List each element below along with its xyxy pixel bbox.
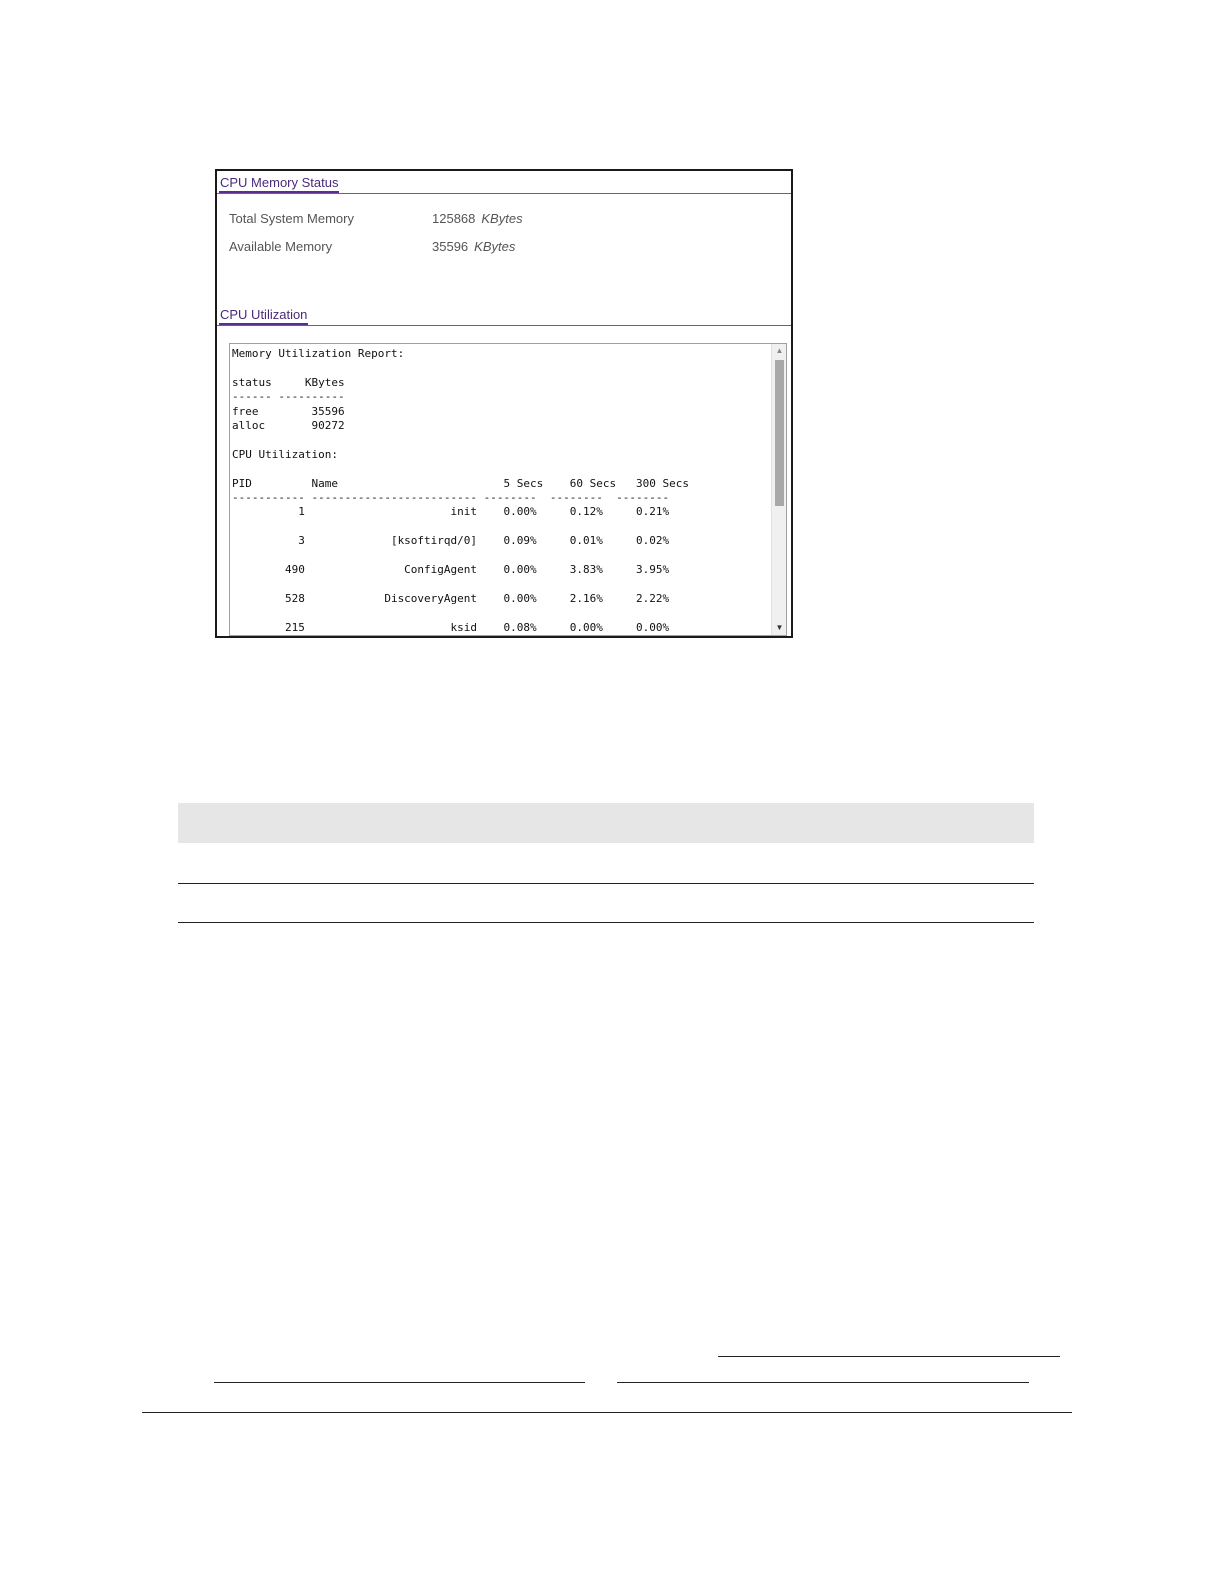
table-header-band: [178, 803, 1034, 843]
scroll-up-arrow-icon[interactable]: ▲: [775, 346, 784, 355]
total-system-memory-label: Total System Memory: [229, 211, 354, 226]
total-system-memory-value: 125868 KBytes: [432, 211, 523, 226]
report-scrollbar[interactable]: [771, 344, 786, 635]
footer-rule: [617, 1382, 1029, 1383]
cpu-memory-screenshot: [215, 169, 793, 638]
section-divider: [217, 325, 791, 326]
utilization-report-text: Memory Utilization Report: status KBytes ------ ---------- free 35596 alloc 90272 CPU Utilization: PID Name 5 Secs 60 Secs 300 Secs ----------- ------------------------- -------- -------- -------- 1 init 0.00% 0.12% 0.21% 3 [ksoftirqd/0] 0.09% 0.01% 0.02% 490 ConfigAgent 0.00% 3.83% 3.95% 528 DiscoveryAgent 0.00% 2.16% 2.22% 215 ksid 0.08% 0.00% 0.00%: [232, 347, 689, 634]
scroll-down-arrow-icon[interactable]: ▼: [775, 623, 784, 632]
available-memory-label: Available Memory: [229, 239, 333, 254]
utilization-report-textarea[interactable]: [229, 343, 787, 636]
section-divider: [217, 193, 791, 194]
cpu-memory-status-title: CPU Memory Status: [219, 175, 339, 196]
page-footer-divider: [142, 1412, 1072, 1413]
table-row-divider: [178, 922, 1034, 923]
footer-rule: [214, 1382, 585, 1383]
footer-rule: [718, 1356, 1060, 1357]
unit-label: KBytes: [474, 239, 516, 254]
table-row-divider: [178, 883, 1034, 884]
scroll-thumb[interactable]: [775, 360, 784, 506]
unit-label: KBytes: [481, 211, 523, 226]
cpu-utilization-title: CPU Utilization: [219, 307, 308, 328]
available-memory-value: 35596 KBytes: [432, 239, 516, 254]
